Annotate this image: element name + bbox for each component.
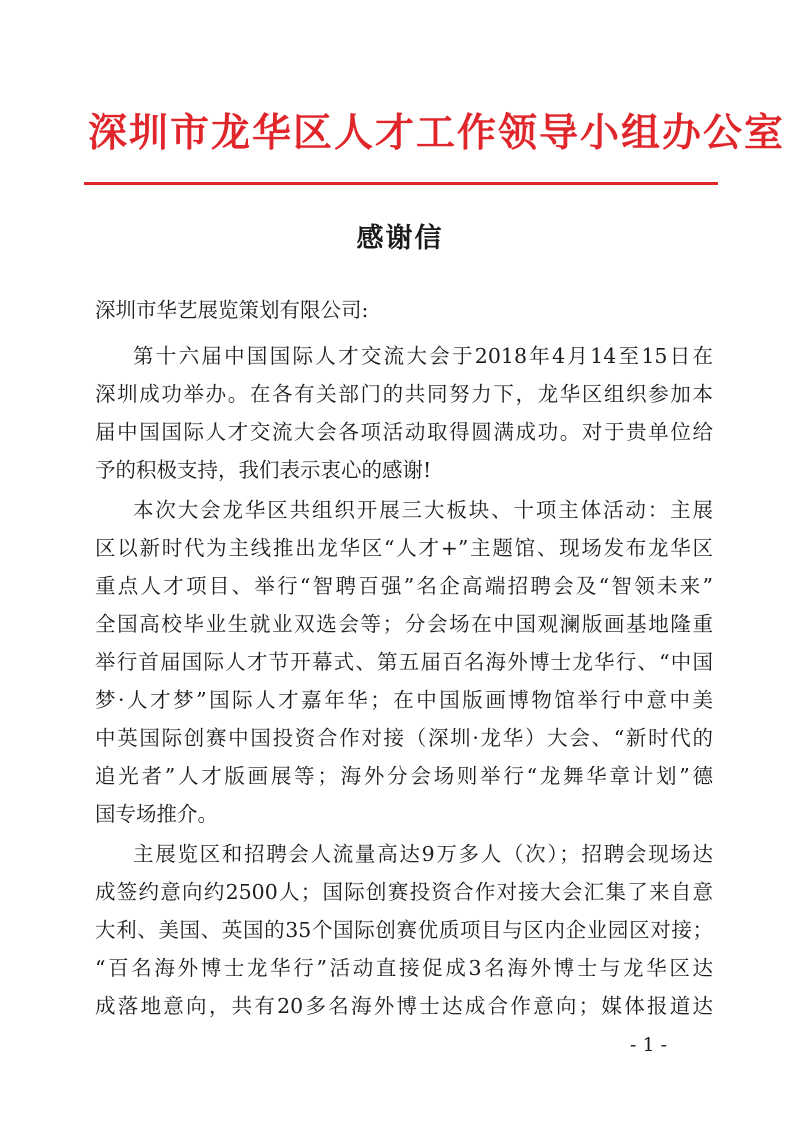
body-line: 国专场推介。 [95,802,218,826]
document-title: 感谢信 [356,223,444,254]
body-line: 区以新时代为主线推出龙华区“人才+”主题馆、现场发布龙华区 [95,536,713,560]
body-line: 追光者”人才版画展等；海外分会场则举行“龙舞华章计划”德 [95,764,713,788]
body-line: 届中国国际人才交流大会各项活动取得圆满成功。对于贵单位给 [95,420,713,444]
body-line: 重点人才项目、举行“智聘百强”名企高端招聘会及“智领未来” [95,574,713,598]
body-line: 予的积极支持，我们表示衷心的感谢! [95,458,432,482]
body-line: 深圳成功举办。在各有关部门的共同努力下，龙华区组织参加本 [95,382,713,406]
letterhead-red-rule [84,182,718,185]
body-line: 第十六届中国国际人才交流大会于2018年4月14至15日在 [133,344,713,368]
body-line: 主展览区和招聘会人流量高达9万多人（次）；招聘会现场达 [133,842,713,866]
body-line: 中英国际创赛中国投资合作对接（深圳·龙华）大会、“新时代的 [95,726,713,750]
salutation: 深圳市华艺展览策划有限公司: [95,298,369,322]
body-line: 成落地意向，共有20多名海外博士达成合作意向；媒体报道达 [95,994,713,1018]
body-line: 成签约意向约2500人；国际创赛投资合作对接大会汇集了来自意 [95,880,713,904]
page-number: - 1 - [630,1034,668,1056]
body-line: 梦·人才梦”国际人才嘉年华；在中国版画博物馆举行中意中美 [95,688,713,712]
body-line: 大利、美国、英国的35个国际创赛优质项目与区内企业园区对接； [95,918,713,942]
body-line: 全国高校毕业生就业双选会等；分会场在中国观澜版画基地隆重 [95,612,713,636]
body-line: “百名海外博士龙华行”活动直接促成3名海外博士与龙华区达 [95,956,713,980]
body-line: 举行首届国际人才节开幕式、第五届百名海外博士龙华行、“中国 [95,650,713,674]
letterhead-office-name: 深圳市龙华区人才工作领导小组办公室 [88,111,786,156]
body-line: 本次大会龙华区共组织开展三大板块、十项主体活动：主展 [133,498,713,522]
